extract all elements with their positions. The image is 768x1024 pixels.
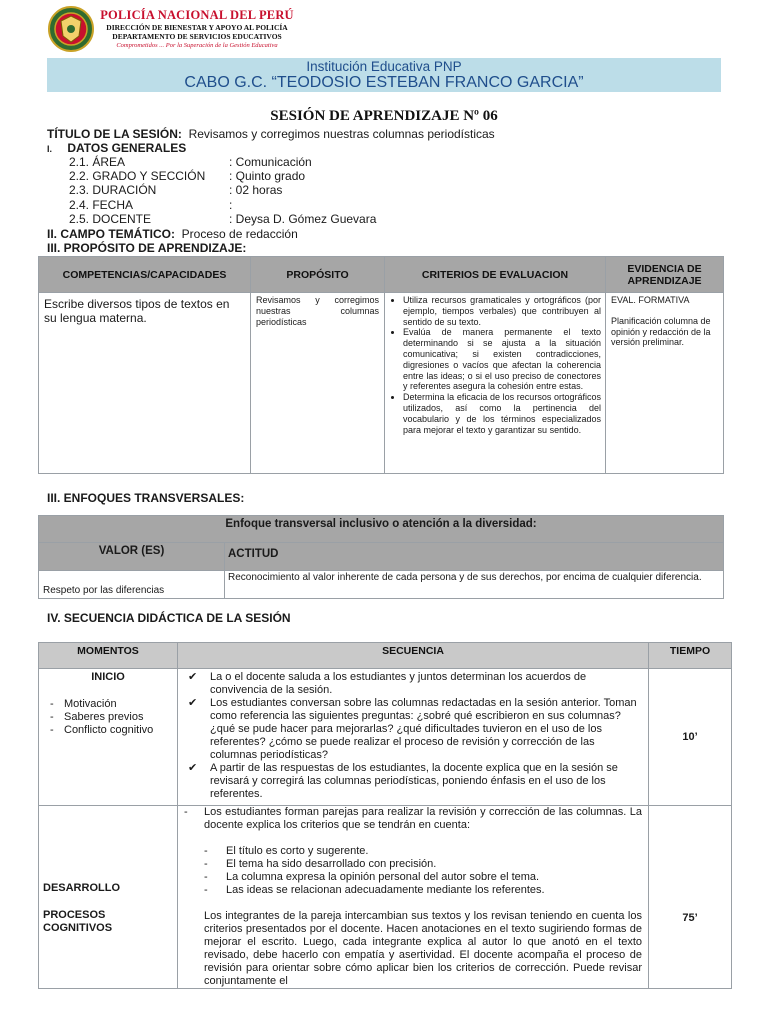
inicio-time: 10’ bbox=[649, 669, 732, 806]
session-title-label: TÍTULO DE LA SESIÓN: bbox=[47, 127, 182, 141]
list-item: - La columna expresa la opinión personal del autor sobre el tema. bbox=[204, 871, 540, 883]
list-item: - Conflicto cognitivo bbox=[50, 724, 154, 736]
banner-school-name: CABO G.C. “TEODOSIO ESTEBAN FRANCO GARCIA” bbox=[184, 74, 584, 91]
actitud-cell: Reconocimiento al valor inherente de cada persona y de sus derechos, por encima de cualquier diferencia. bbox=[225, 571, 724, 599]
list-item: ✔ A partir de las respuestas de los estudiantes, la docente explica que en la sesión se revisará y corregirá las columnas periodísticas, poniendo énfasis en el uso de los referentes. bbox=[188, 762, 618, 800]
datos-row: 2.3. DURACIÓN : 02 horas bbox=[69, 183, 283, 198]
session-title-line bbox=[47, 127, 495, 141]
desarrollo-paragraph: Los integrantes de la pareja intercambian sus textos y los revisan teniendo en cuenta los criterios presentados por el docente. Hacen anotaciones en el texto sugiriendo formas de mejorar el escrito. Luego, cada integrante explica al autor lo que anotó en el texto revisado, debe hacerlo con empatía y asertividad. El docente acompaña el proceso de revisión para orientar sobre cómo aplicar bien los criterios de corrección. Puede revisar conjuntamente el bbox=[204, 910, 642, 987]
header-proposito: PROPÓSITO bbox=[251, 257, 385, 293]
school-banner bbox=[47, 58, 721, 92]
list-item: • Evalúa de manera permanente el texto determinando si se ajusta a la situación comunicativa; si existen contradicciones, digresiones o vacíos que afectan la coherencia entre las ideas; o si el uso preciso de conectores y referentes asegura la cohesión entre estas. bbox=[403, 327, 601, 392]
datos-row: 2.5. DOCENTE : Deysa D. Gómez Guevara bbox=[69, 211, 377, 226]
datos-row: 2.2. GRADO Y SECCIÓN : Quinto grado bbox=[69, 169, 306, 184]
criterios-cell bbox=[385, 293, 606, 474]
datos-row: 2.1. ÁREA : Comunicación bbox=[69, 155, 312, 169]
secuencia-heading: IV. SECUENCIA DIDÁCTICA DE LA SESIÓN bbox=[47, 611, 291, 625]
checkmark-icon: ✔ bbox=[188, 671, 198, 683]
valor-cell: Respeto por las diferencias bbox=[39, 571, 225, 599]
actitud-header: ACTITUD bbox=[225, 543, 724, 571]
list-item: • Determina la eficacia de los recursos ortográficos utilizados, así como la pertinencia del vocabulario y de los términos especializados para mejorar el texto y garantizar su sentido. bbox=[403, 392, 601, 435]
list-item: ✔ La o el docente saluda a los estudiantes y juntos determinan los acuerdos de convivencia de la sesión. bbox=[188, 671, 587, 696]
proposito-table bbox=[38, 256, 724, 474]
proposito-cell: Revisamos y corregimos nuestras columnas periodísticas bbox=[251, 293, 385, 474]
desarrollo-steps-cell: - Los estudiantes forman parejas para realizar la revisión y corrección de las columnas. La docente explica los criterios que se tendrán en cuenta: - El título es corto y sugerente. - El tema ha sido desarrollado con precisión. - La columna expresa la opinión personal del autor sobre el tema. - Las ideas se relacionan adecuadamente mediante los referentes. Los integrantes de la pareja intercambian sus textos y los revisan teniendo en cuenta los criterios presentados por el docente. Hacen anotaciones en el texto sugiriendo formas de mejorar el escrito. Luego, cada integrante explica al autor lo que anotó en el texto revisado, debe hacerlo con empatía y asertividad. El docente acompaña el proceso de revisión para orientar sobre cómo aplicar bien los criterios de corrección. Puede revisar conjuntamente el bbox=[178, 806, 649, 989]
institution-header bbox=[97, 8, 297, 50]
secuencia-table bbox=[38, 642, 732, 989]
competencia-cell: Escribe diversos tipos de textos en su lengua materna. bbox=[39, 293, 251, 474]
banner-institution: Institución Educativa PNP bbox=[306, 59, 462, 74]
list-item: - Motivación bbox=[50, 698, 117, 710]
header-evidencia: EVIDENCIA DE APRENDIZAJE bbox=[606, 257, 724, 293]
inicio-cell: INICIO - Motivación - Saberes previos - Conflicto cognitivo bbox=[39, 669, 178, 806]
proposito-heading: III. PROPÓSITO DE APRENDIZAJE: bbox=[47, 241, 247, 255]
page-title: SESIÓN DE APRENDIZAJE Nº 06 bbox=[270, 108, 498, 124]
session-title-value: Revisamos y corregimos nuestras columnas periodísticas bbox=[188, 127, 495, 141]
header-criterios: CRITERIOS DE EVALUACION bbox=[385, 257, 606, 293]
list-item: - El título es corto y sugerente. bbox=[204, 845, 369, 857]
list-item: ✔ Los estudiantes conversan sobre las columnas redactadas en la sesión anterior. Toman como referencia las siguientes preguntas: ¿sobré qué escribieron en sus columnas? ¿qué se pude hacer para mejorarlas? ¿qué dificultades tuvieron en el uso de los referentes? ¿cómo se puede realizar el proceso de revisión y corrección de las columnas periodísticas? bbox=[188, 697, 637, 761]
list-item: - El tema ha sido desarrollado con precisión. bbox=[204, 858, 437, 870]
campo-tematico-line: II. CAMPO TEMÁTICO: Proceso de redacción bbox=[47, 227, 298, 241]
evidencia-cell: EVAL. FORMATIVA Planificación columna de opinión y redacción de la versión preliminar. bbox=[606, 293, 724, 474]
header-direction: DIRECCIÓN DE BIENESTAR Y APOYO AL POLICÍA bbox=[106, 23, 288, 32]
enfoques-heading: III. ENFOQUES TRANSVERSALES: bbox=[47, 491, 245, 505]
desarrollo-time: 75’ bbox=[649, 806, 732, 989]
header-secuencia: SECUENCIA bbox=[178, 643, 649, 669]
datos-list bbox=[69, 155, 377, 226]
header-department: DEPARTAMENTO DE SERVICIOS EDUCATIVOS bbox=[112, 32, 282, 41]
enfoques-table bbox=[38, 515, 724, 599]
list-item: • Utiliza recursos gramaticales y ortográficos (por ejemplo, tiempos verbales) que contribuyen al sentido de su texto. bbox=[403, 295, 601, 327]
list-item: - Las ideas se relacionan adecuadamente mediante los referentes. bbox=[204, 884, 545, 896]
list-item: - Saberes previos bbox=[50, 711, 144, 723]
valor-header: VALOR (ES) bbox=[39, 543, 225, 571]
header-momentos: MOMENTOS bbox=[39, 643, 178, 669]
header-police-name: POLICÍA NACIONAL DEL PERÚ bbox=[100, 8, 294, 22]
checkmark-icon: ✔ bbox=[188, 697, 198, 709]
datos-row: 2.4. FECHA : bbox=[69, 197, 233, 212]
header-competencias: COMPETENCIAS/CAPACIDADES bbox=[39, 257, 251, 293]
header-tiempo: TIEMPO bbox=[649, 643, 732, 669]
enfoque-bar: Enfoque transversal inclusivo o atención a la diversidad: bbox=[39, 516, 724, 543]
police-crest-icon bbox=[48, 4, 94, 54]
header-motto: Comprometidos ... Por la Superación de la Gestión Educativa bbox=[116, 42, 278, 49]
datos-heading: I. DATOS GENERALES bbox=[47, 141, 187, 155]
desarrollo-cell: DESARROLLO PROCESOS COGNITIVOS bbox=[39, 806, 178, 989]
checkmark-icon: ✔ bbox=[188, 762, 198, 774]
inicio-steps-cell bbox=[178, 669, 649, 806]
